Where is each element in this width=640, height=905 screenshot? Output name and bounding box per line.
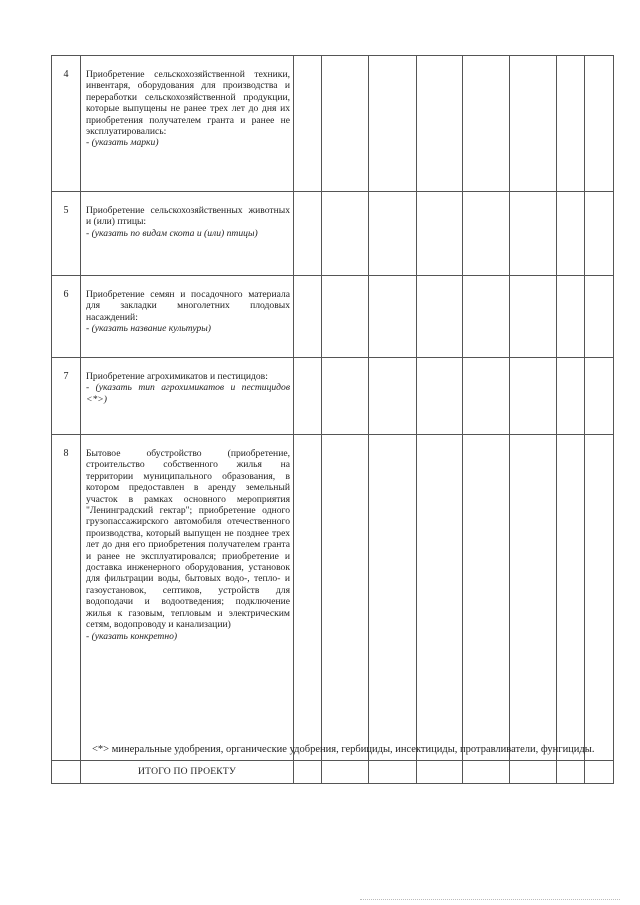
empty-cell (463, 276, 510, 358)
row-number: 5 (52, 192, 81, 276)
empty-cell (294, 56, 322, 192)
row-description (81, 192, 294, 276)
empty-cell (322, 56, 369, 192)
row-number: 6 (52, 276, 81, 358)
empty-cell (510, 276, 557, 358)
empty-cell (294, 761, 322, 784)
empty-cell (322, 276, 369, 358)
empty-cell (417, 192, 463, 276)
empty-cell (585, 358, 614, 435)
table-row (52, 358, 614, 435)
item-text: Бытовое обустройство (приобретение, строительство собственного жилья на территории муниципального образования, в котором предоставлен в аренду земельный участок в рамках основного мероприятия "Ленинградский гектар"; приобретение одного грузопассажирского автомобиля отечественного производства, который выпущен не позднее трех лет до дня его приобретения получателем гранта и ранее не эксплуатировался; приобретение и доставка инженерного оборудования, установок для фильтрации воды, бытовых водо-, тепло- и газоустановок, септиков, устройств для водоподачи и водоотведения; подключение жилья к газовым, тепловым и электрическим сетям, водопроводу и канализации) (86, 448, 290, 631)
empty-cell (585, 761, 614, 784)
empty-cell (585, 56, 614, 192)
empty-cell (294, 276, 322, 358)
empty-cell (585, 435, 614, 761)
table-row (52, 435, 614, 761)
empty-cell (369, 435, 417, 761)
scan-artifact-line (360, 899, 620, 901)
empty-cell (369, 56, 417, 192)
empty-cell (294, 192, 322, 276)
empty-cell (557, 435, 585, 761)
empty-cell (322, 192, 369, 276)
table-row (52, 56, 614, 192)
empty-cell (322, 761, 369, 784)
table-row (52, 276, 614, 358)
empty-cell (463, 761, 510, 784)
empty-cell (369, 761, 417, 784)
item-hint: - (указать марки) (86, 137, 159, 149)
item-hint: - (указать по видам скота и (или) птицы) (86, 227, 258, 239)
empty-cell (417, 761, 463, 784)
total-label: ИТОГО ПО ПРОЕКТУ (81, 761, 294, 784)
empty-cell (417, 276, 463, 358)
empty-cell (463, 358, 510, 435)
empty-cell (510, 435, 557, 761)
empty-cell (585, 192, 614, 276)
row-description (81, 56, 294, 192)
footnote: <*> минеральные удобрения, органические удобрения, гербициды, инсектициды, протравливатели, фунгициды. (92, 744, 595, 755)
item-text: Приобретение сельскохозяйственных животных и (или) птицы: (86, 205, 290, 228)
project-cost-table (51, 55, 614, 784)
empty-cell (417, 56, 463, 192)
empty-cell (557, 761, 585, 784)
table-row (52, 192, 614, 276)
empty-cell (510, 358, 557, 435)
empty-cell (322, 435, 369, 761)
item-hint: - (указать конкретно) (86, 630, 178, 642)
empty-cell (557, 276, 585, 358)
row-description (81, 276, 294, 358)
empty-cell (369, 358, 417, 435)
empty-cell (417, 358, 463, 435)
empty-cell (463, 435, 510, 761)
empty-cell (510, 761, 557, 784)
item-text: Приобретение сельскохозяйственной техники, инвентаря, оборудования для производства и переработки сельскохозяйственной продукции, которые выпущены не ранее трех лет до дня их приобретения получателем гранта и ранее не эксплуатировались: (86, 69, 290, 138)
empty-cell (557, 56, 585, 192)
item-text: Приобретение агрохимикатов и пестицидов: (86, 371, 268, 382)
empty-cell (585, 276, 614, 358)
row-description (81, 358, 294, 435)
empty-cell (369, 192, 417, 276)
empty-cell (463, 56, 510, 192)
empty-cell (322, 358, 369, 435)
row-description (81, 435, 294, 761)
item-text: Приобретение семян и посадочного материала для закладки многолетних плодовых насаждений: (86, 289, 290, 323)
empty-cell (52, 761, 81, 784)
row-number: 4 (52, 56, 81, 192)
row-number: 7 (52, 358, 81, 435)
total-row (52, 761, 614, 784)
empty-cell (369, 276, 417, 358)
empty-cell (463, 192, 510, 276)
item-hint: - (указать тип агрохимикатов и пестицидов <*>) (86, 382, 290, 405)
empty-cell (510, 56, 557, 192)
empty-cell (294, 435, 322, 761)
row-number: 8 (52, 435, 81, 761)
empty-cell (557, 358, 585, 435)
item-hint: - (указать название культуры) (86, 323, 211, 335)
empty-cell (294, 358, 322, 435)
empty-cell (557, 192, 585, 276)
empty-cell (417, 435, 463, 761)
empty-cell (510, 192, 557, 276)
